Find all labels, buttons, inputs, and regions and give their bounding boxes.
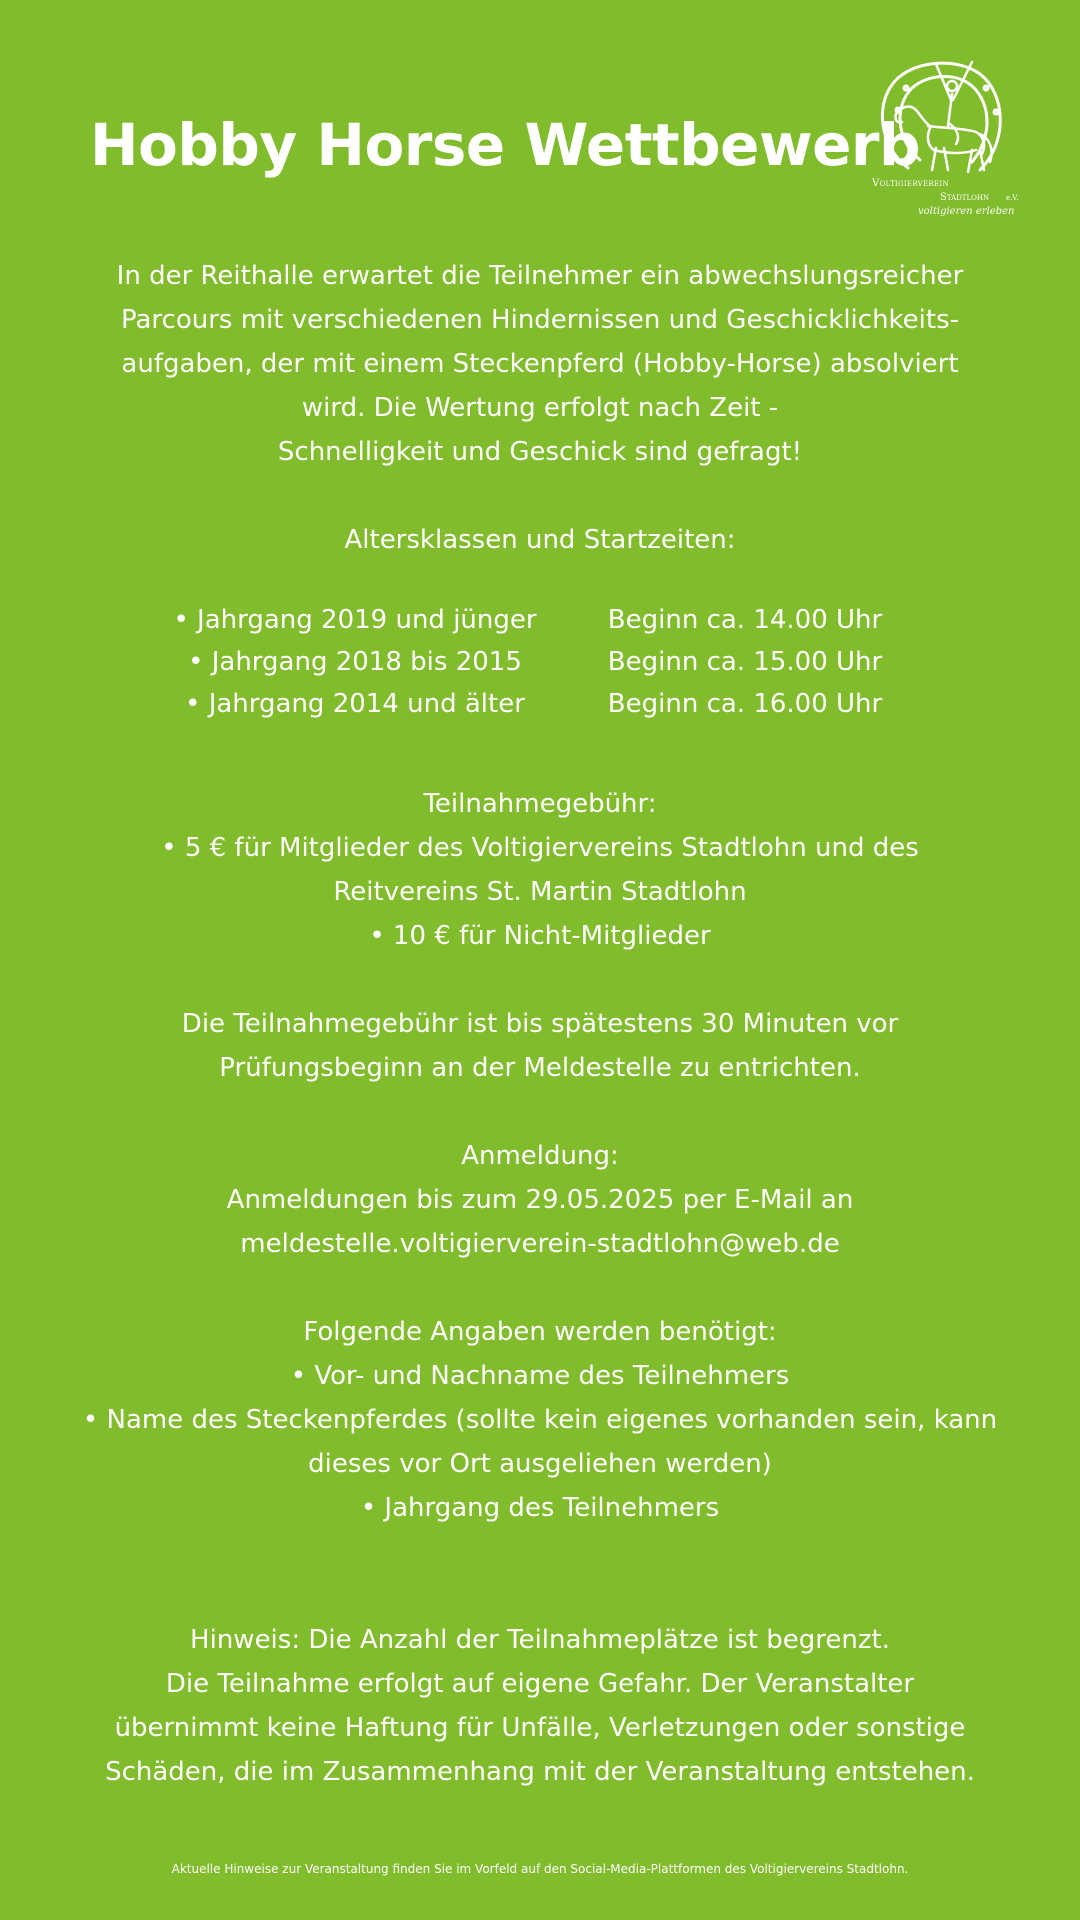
age-class-row	[0, 641, 1080, 683]
required-info-heading: Folgende Angaben werden benötigt:	[303, 1317, 777, 1347]
intro-line: Parcours mit verschiedenen Hindernissen und Geschicklichkeits-	[120, 305, 960, 335]
page-title: Hobby Horse Wettbewerb	[90, 111, 921, 179]
notice-line: übernimmt keine Haftung für Unfälle, Verletzungen oder sonstige	[114, 1713, 966, 1743]
club-logo	[868, 50, 1028, 225]
age-group: • Jahrgang 2014 und älter	[185, 689, 525, 719]
notice-section	[40, 1618, 1040, 1794]
age-classes-list	[0, 599, 1080, 725]
required-info-line: • Jahrgang des Teilnehmers	[360, 1493, 720, 1523]
fee-section	[40, 782, 1040, 958]
age-group: • Jahrgang 2019 und jünger	[173, 605, 537, 635]
notice-line: Schäden, die im Zusammenhang mit der Veranstaltung entstehen.	[105, 1757, 975, 1787]
registration-section	[40, 1134, 1040, 1266]
fee-note-line: Die Teilnahmegebühr ist bis spätestens 30 Minuten vor	[181, 1009, 899, 1039]
logo-name-line2: Stadtlohn	[940, 192, 990, 203]
required-info-line: dieses vor Ort ausgeliehen werden)	[308, 1449, 772, 1479]
start-time: Beginn ca. 14.00 Uhr	[607, 605, 883, 635]
intro-line: In der Reithalle erwartet die Teilnehmer ein abwechslungsreicher	[116, 261, 964, 291]
start-time: Beginn ca. 16.00 Uhr	[607, 689, 883, 719]
age-classes-heading: Altersklassen und Startzeiten:	[344, 525, 736, 555]
required-info-line: • Name des Steckenpferdes (sollte kein eigenes vorhanden sein, kann	[82, 1405, 998, 1435]
footer-note: Aktuelle Hinweise zur Veranstaltung finden Sie im Vorfeld auf den Social-Media-Plattformen des Voltigiervereins Stadtlohn.	[171, 1862, 909, 1876]
age-class-row	[0, 599, 1080, 641]
fee-line: • 5 € für Mitglieder des Voltigiervereins Stadtlohn und des	[161, 833, 919, 863]
registration-heading: Anmeldung:	[461, 1141, 619, 1171]
logo-tagline: voltigieren erleben	[918, 206, 1015, 217]
logo-name-line1: Voltigierverein	[872, 178, 949, 189]
fee-heading: Teilnahmegebühr:	[423, 789, 657, 819]
intro-line: wird. Die Wertung erfolgt nach Zeit -	[301, 393, 779, 423]
fee-payment-note	[40, 1002, 1040, 1090]
intro-paragraph	[40, 254, 1040, 474]
fee-note-line: Prüfungsbeginn an der Meldestelle zu entrichten.	[219, 1053, 861, 1083]
intro-line: Schnelligkeit und Geschick sind gefragt!	[277, 437, 803, 467]
registration-email: meldestelle.voltigierverein-stadtlohn@web.de	[240, 1229, 840, 1259]
intro-line: aufgaben, der mit einem Steckenpferd (Hobby-Horse) absolviert	[121, 349, 959, 379]
fee-line: • 10 € für Nicht-Mitglieder	[369, 921, 711, 951]
fee-line: Reitvereins St. Martin Stadtlohn	[333, 877, 747, 907]
required-info-line: • Vor- und Nachname des Teilnehmers	[290, 1361, 790, 1391]
age-class-row	[0, 683, 1080, 725]
registration-line: Anmeldungen bis zum 29.05.2025 per E-Mail an	[226, 1185, 854, 1215]
required-info-section	[40, 1310, 1040, 1530]
notice-line: Hinweis: Die Anzahl der Teilnahmeplätze ist begrenzt.	[190, 1625, 890, 1655]
logo-legal-form: e.V.	[1006, 194, 1019, 202]
horseshoe-vaulter-icon	[868, 50, 1028, 180]
age-group: • Jahrgang 2018 bis 2015	[188, 647, 522, 677]
start-time: Beginn ca. 15.00 Uhr	[607, 647, 883, 677]
notice-line: Die Teilnahme erfolgt auf eigene Gefahr. Der Veranstalter	[165, 1669, 915, 1699]
